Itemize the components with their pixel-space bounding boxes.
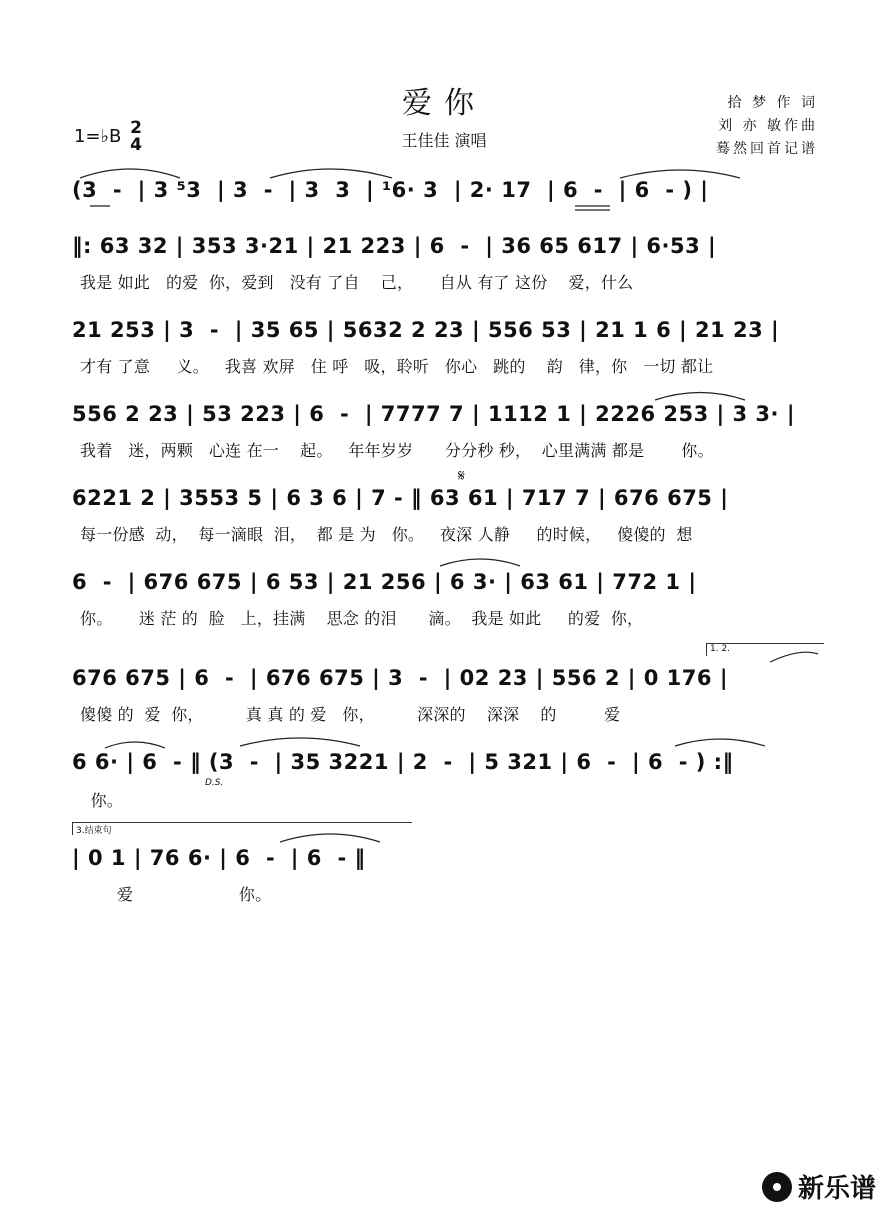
notation-row-2: 21 253 | 3 - | 35 65 | 5632 2 23 | 556 53 | 21 1 6 | 21 23 | [72, 318, 780, 342]
lyrics-row-7: 你。 [80, 791, 123, 810]
segno-mark: 𝄋 [458, 466, 465, 485]
notation-row-7: 6 6· | 6 - ‖ (3 - | 35 3221 | 2 - | 5 321 | 6 - | 6 - ) :‖ [72, 750, 734, 774]
lyrics-row-4: 每一份感 动， 每一滴眼 泪， 都 是 为 你。 夜深 人静 的时候， 傻傻的 想 [80, 525, 693, 544]
logo-text: 新乐谱 [797, 1174, 876, 1204]
lyrics-row-8: 爱 你。 [80, 885, 272, 904]
lyricist-credit: 拾 梦 作 词 [727, 95, 818, 111]
notation-row-8: | 0 1 | 76 6· | 6 - | 6 - ‖ [72, 846, 366, 870]
lyrics-row-5: 你。 迷 茫 的 脸 上，挂满 思念 的泪 滴。 我是 如此 的爱 你， [80, 609, 644, 628]
slur-arc [440, 559, 520, 566]
time-numerator: 2 [130, 118, 142, 138]
ds-mark: D.S. [205, 778, 224, 788]
slur-arc [280, 834, 380, 842]
notation-row-6: 676 675 | 6 - | 676 675 | 3 - | 02 23 | 556 2 | 0 176 | [72, 666, 728, 690]
notation-row-0: (3 - | 3 ⁵3 | 3 - | 3 3 | ¹6· 3 | 2· 17 | 6 - | 6 - ) | [72, 178, 709, 202]
lyrics-row-3: 我着 迷，两颗 心连 在一 起。 年年岁岁 分分秒 秒， 心里满满 都是 你。 [80, 441, 714, 460]
slur-arc [655, 393, 745, 401]
slur-arc [270, 169, 392, 178]
lyrics-row-1: 我是 如此 的爱 你，爱到 没有 了自 己， 自从 有了 这份 爱，什么 [80, 273, 634, 292]
lyrics-row-6: 傻傻 的 爱 你， 真 真 的 爱 你， 深深的 深深 的 爱 [80, 705, 621, 724]
composer-credit: 刘 亦 敏作曲 [718, 118, 818, 134]
key-signature [74, 120, 142, 154]
volta-3: 3.结束句 [72, 822, 412, 835]
song-title: 爱你 [402, 86, 486, 121]
record-disc-icon [762, 1172, 792, 1202]
slur-arc [675, 739, 765, 746]
time-denominator: 4 [130, 135, 142, 155]
slur-arc [80, 169, 180, 178]
site-logo[interactable] [762, 1168, 876, 1205]
slur-arc [240, 738, 360, 746]
transcriber-credit: 蓦然回首记谱 [716, 141, 818, 157]
notation-row-5: 6 - | 676 675 | 6 53 | 21 256 | 6 3· | 63 61 | 772 1 | [72, 570, 697, 594]
notation-row-3: 556 2 23 | 53 223 | 6 - | 7777 7 | 1112 1 | 2226 253 | 3 3· | [72, 402, 796, 426]
notation-row-4: 6221 2 | 3553 5 | 6 3 6 | 7 - ‖ 63 61 | 717 7 | 676 675 | [72, 486, 729, 510]
slur-arc [105, 742, 165, 748]
credits-block [716, 92, 818, 161]
lyrics-row-2: 才有 了意 义。 我喜 欢屏 住 呼 吸，聆听 你心 跳的 韵 律，你 一切 都让 [80, 357, 714, 376]
key-prefix: 1=♭B [74, 126, 122, 147]
time-signature [130, 120, 142, 154]
volta-1-2: 1. 2. [706, 643, 824, 656]
slur-arc [620, 170, 740, 178]
singer-credit: 王佳佳 演唱 [401, 131, 487, 150]
notation-row-1: ‖: 63 32 | 353 3·21 | 21 223 | 6 - | 36 65 617 | 6·53 | [72, 234, 717, 258]
